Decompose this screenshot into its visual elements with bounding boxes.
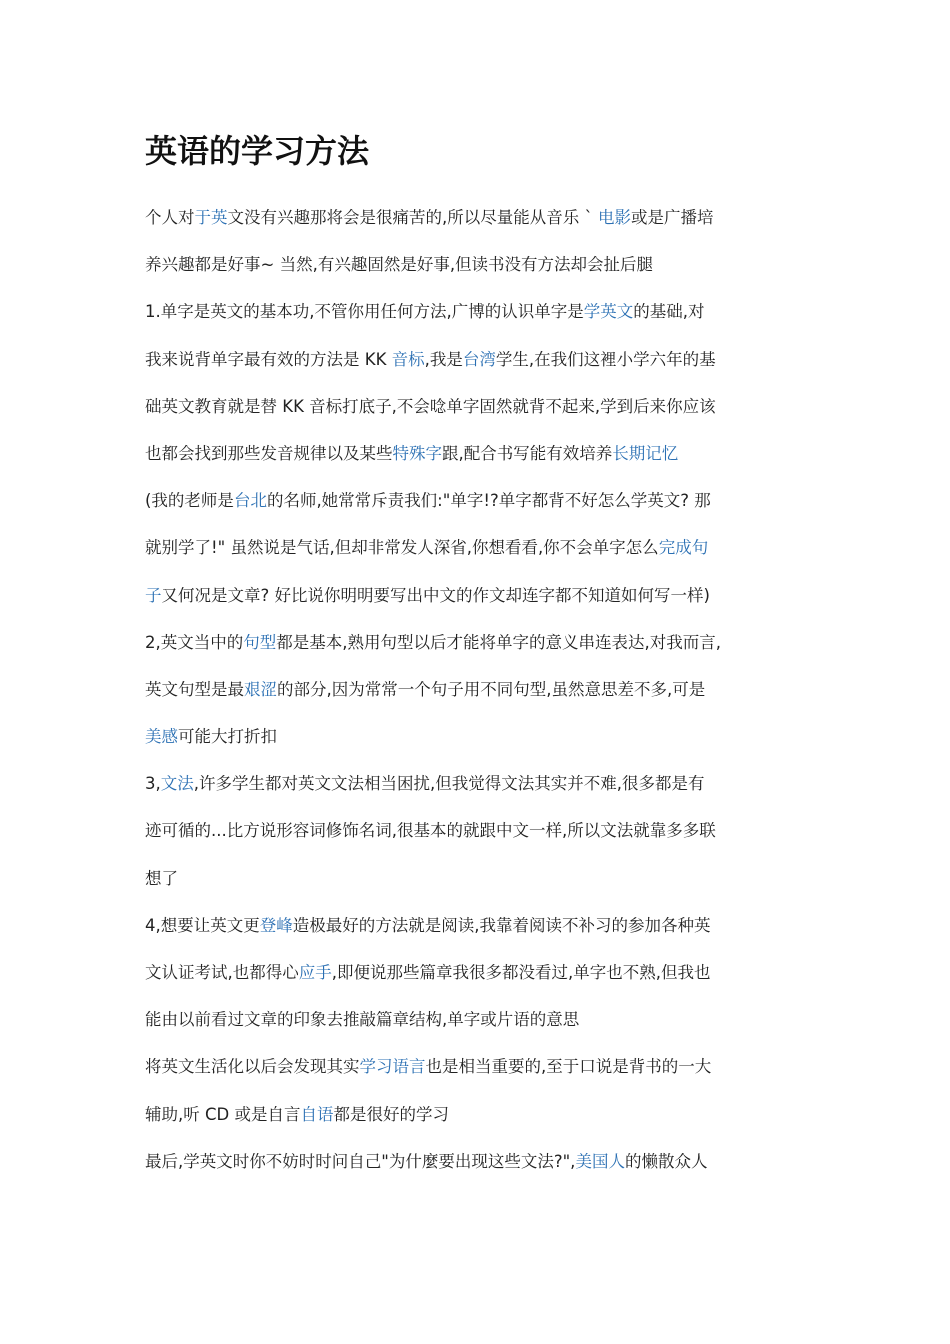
text-segment: 造极最好的方法就是阅读,我靠着阅读不补习的参加各种英 xyxy=(292,915,711,935)
text-line xyxy=(145,949,820,996)
keyword-link[interactable]: 应手 xyxy=(298,963,332,982)
text-line xyxy=(145,572,820,619)
keyword-link[interactable]: 特殊字 xyxy=(392,443,442,463)
text-line xyxy=(145,383,820,430)
text-segment: 的名师,她常常斥责我们:"单字!?单字都背不好怎么学英文? 那 xyxy=(266,491,711,511)
keyword-link[interactable]: 学习语言 xyxy=(359,1057,426,1077)
text-segment: 2,英文当中的 xyxy=(145,632,244,652)
text-segment: 个人对 xyxy=(145,208,195,227)
text-segment: ,许多学生都对英文文法相当困扰,但我觉得文法其实并不难,很多都是有 xyxy=(193,774,705,794)
text-segment: 或是广播培 xyxy=(631,208,714,227)
keyword-link[interactable]: 艰涩 xyxy=(244,679,277,699)
text-segment: 最后,学英文时你不妨时时问自己"为什麼要出现这些文法?", xyxy=(145,1151,576,1171)
article-body xyxy=(145,194,820,1185)
text-segment: 的部分,因为常常一个句子用不同句型,虽然意思差不多,可是 xyxy=(277,679,706,699)
text-segment: 我来说背单字最有效的方法是 KK xyxy=(145,349,392,369)
text-segment: 学生,在我们这裡小学六年的基 xyxy=(495,349,716,369)
text-segment: 1.单字是英文的基本功,不管你用任何方法,广博的认识单字是 xyxy=(145,302,584,322)
text-segment: 能由以前看过文章的印象去推敲篇章结构,单字或片语的意思 xyxy=(145,1010,580,1030)
text-segment: 想了 xyxy=(145,868,178,888)
text-segment: ,我是 xyxy=(424,349,463,369)
text-segment: (我的老师是 xyxy=(145,491,234,511)
text-line xyxy=(145,430,820,477)
keyword-link[interactable]: 台北 xyxy=(233,491,267,511)
text-segment: 础英文教育就是替 KK 音标打底子,不会唸单字固然就背不起来,学到后来你应该 xyxy=(145,396,716,416)
keyword-link[interactable]: 于英 xyxy=(194,208,228,227)
text-line xyxy=(145,477,820,524)
text-segment: 都是很好的学习 xyxy=(333,1104,449,1124)
text-segment: ,即便说那些篇章我很多都没看过,单字也不熟,但我也 xyxy=(331,963,711,982)
text-segment: 文认证考试,也都得心 xyxy=(145,963,299,982)
text-line xyxy=(145,288,820,335)
text-segment: 的基础,对 xyxy=(633,302,705,322)
text-segment: 就别学了!" 虽然说是气话,但却非常发人深省,你想看看,你不会单字怎么 xyxy=(145,538,659,558)
keyword-link[interactable]: 自语 xyxy=(300,1104,334,1124)
text-segment: 辅助,听 CD 或是自言 xyxy=(145,1104,301,1124)
text-segment: 都是基本,熟用句型以后才能将单字的意义串连表达,对我而言, xyxy=(276,632,721,652)
text-line xyxy=(145,1091,820,1138)
keyword-link[interactable]: 完成句 xyxy=(658,538,709,558)
text-segment: 又何况是文章? 好比说你明明要写出中文的作文却连字都不知道如何写一样) xyxy=(161,585,710,605)
keyword-link[interactable]: 学英文 xyxy=(583,302,634,322)
text-segment: 跟,配合书写能有效培养 xyxy=(442,443,613,463)
text-segment: 养兴趣都是好事~ 当然,有兴趣固然是好事,但读书没有方法却会扯后腿 xyxy=(145,255,654,275)
text-line xyxy=(145,619,820,666)
text-line xyxy=(145,713,820,760)
text-line xyxy=(145,1138,820,1185)
text-segment: 将英文生活化以后会发现其实 xyxy=(145,1057,360,1077)
text-segment: 英文句型是最 xyxy=(145,679,244,699)
keyword-link[interactable]: 美国人 xyxy=(575,1151,625,1171)
text-line xyxy=(145,524,820,571)
text-line xyxy=(145,241,820,288)
text-line xyxy=(145,1043,820,1090)
text-line xyxy=(145,666,820,713)
text-segment: 3, xyxy=(145,774,161,794)
text-line xyxy=(145,760,820,807)
text-segment: 可能大打折扣 xyxy=(178,727,277,747)
keyword-link[interactable]: 音标 xyxy=(391,349,425,369)
keyword-link[interactable]: 长期记忆 xyxy=(612,443,679,463)
text-segment: 文没有兴趣那将会是很痛苦的,所以尽量能从音乐 ` xyxy=(227,208,598,227)
text-line xyxy=(145,807,820,854)
keyword-link[interactable]: 文法 xyxy=(160,774,194,794)
page-title: 英语的学习方法 xyxy=(145,132,370,170)
text-line xyxy=(145,902,820,949)
keyword-link[interactable]: 电影 xyxy=(598,208,631,227)
text-segment: 也都会找到那些发音规律以及某些 xyxy=(145,443,393,463)
text-segment: 也是相当重要的,至于口说是背书的一大 xyxy=(425,1057,712,1077)
text-line xyxy=(145,336,820,383)
keyword-link[interactable]: 子 xyxy=(145,585,162,605)
text-line xyxy=(145,996,820,1043)
keyword-link[interactable]: 登峰 xyxy=(259,915,293,935)
keyword-link[interactable]: 句型 xyxy=(243,632,277,652)
keyword-link[interactable]: 台湾 xyxy=(462,349,496,369)
text-segment: 迹可循的...比方说形容词修饰名词,很基本的就跟中文一样,所以文法就靠多多联 xyxy=(145,821,716,841)
text-segment: 4,想要让英文更 xyxy=(145,915,260,935)
text-line xyxy=(145,855,820,902)
text-segment: 的懒散众人 xyxy=(624,1151,708,1171)
text-line xyxy=(145,194,820,241)
keyword-link[interactable]: 美感 xyxy=(145,727,178,747)
